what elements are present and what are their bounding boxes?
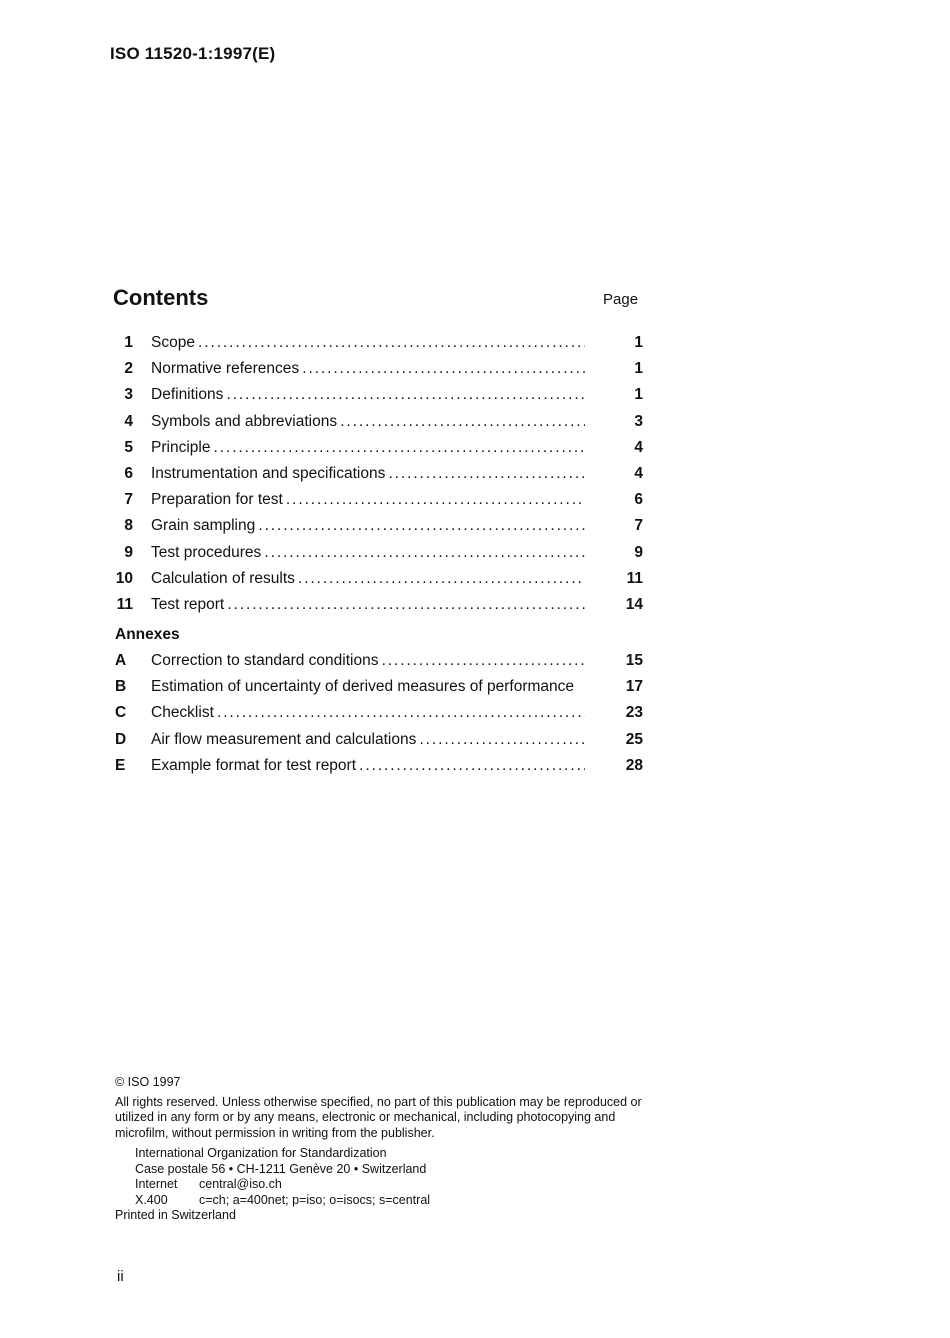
annex-entry-page: 25 — [625, 730, 643, 748]
toc-entry[interactable] — [113, 356, 643, 382]
toc-entry-page: 4 — [634, 464, 643, 482]
annex-entry[interactable] — [113, 700, 643, 726]
toc-entry-number: 7 — [124, 491, 133, 509]
toc-entry[interactable] — [113, 461, 643, 487]
copyright-line: © ISO 1997 — [115, 1075, 181, 1089]
publisher-postal: Case postale 56 • CH-1211 Genève 20 • Switzerland — [135, 1161, 427, 1176]
toc-entry[interactable] — [113, 592, 643, 618]
toc-entry-title: Grain sampling . . . — [151, 513, 585, 539]
x400-label: X.400 — [135, 1192, 168, 1207]
page-column-label: Page — [603, 291, 639, 308]
printed-location: Printed in Switzerland — [115, 1208, 236, 1222]
toc-entry-title: Test procedures . . . — [151, 540, 585, 566]
toc-entry[interactable] — [113, 566, 643, 592]
toc-entry-page: 1 — [634, 386, 643, 404]
annex-entry[interactable] — [113, 753, 643, 779]
toc-entry-title: Scope . . . — [151, 330, 585, 356]
toc-entry[interactable] — [113, 382, 643, 408]
annex-entry[interactable] — [113, 674, 643, 700]
table-of-contents — [113, 330, 643, 779]
toc-entry-number: 6 — [124, 464, 133, 482]
toc-entry-title: Instrumentation and specifications . . . — [151, 461, 585, 487]
contents-title: Contents — [113, 285, 209, 310]
internet-label: Internet — [135, 1177, 178, 1191]
annex-entry[interactable] — [113, 648, 643, 674]
toc-entry-title: Symbols and abbreviations . . . — [151, 409, 585, 435]
publisher-internet — [135, 1177, 655, 1193]
toc-entry-number: 10 — [115, 569, 133, 587]
toc-entry[interactable] — [113, 513, 643, 539]
toc-entry[interactable] — [113, 540, 643, 566]
rights-statement: All rights reserved. Unless otherwise specified, no part of this publication may be reproduced or utilized in any form or by any means, electronic or mechanical, including photocopying and microfilm, without permission in writing from the publisher. — [115, 1094, 642, 1140]
toc-entry-number: 2 — [124, 360, 133, 378]
toc-entry[interactable] — [113, 487, 643, 513]
toc-entry-number: 5 — [124, 438, 133, 456]
toc-entry-page: 1 — [634, 334, 643, 351]
internet-value[interactable]: central@iso.ch — [199, 1177, 282, 1191]
copyright-block — [115, 1075, 655, 1224]
annex-entry-letter: A — [115, 652, 127, 670]
publisher-x400 — [135, 1193, 655, 1209]
toc-entry-title: Preparation for test . . . — [151, 487, 585, 513]
annex-entry-title: Example format for test report . . . — [151, 753, 585, 779]
annex-entry-title: Air flow measurement and calculations . . . — [151, 727, 585, 753]
x400-value: c=ch; a=400net; p=iso; o=isocs; s=central — [199, 1192, 431, 1207]
annex-entry-page: 15 — [625, 652, 643, 670]
toc-entry-page: 7 — [634, 517, 643, 535]
toc-entry-page: 14 — [625, 595, 643, 613]
toc-entry-page: 3 — [634, 412, 643, 430]
toc-entry-title: Definitions . . . — [151, 382, 585, 408]
annex-entry-title: Checklist . . . — [151, 700, 585, 726]
toc-entry-number: 4 — [124, 412, 133, 430]
annex-entry-letter: D — [115, 730, 127, 748]
toc-entry-title: Principle . . . — [151, 435, 585, 461]
toc-entry-number: 8 — [124, 517, 133, 535]
document-code: ISO 11520-1:1997(E) — [110, 44, 276, 63]
toc-entry-page: 1 — [634, 360, 643, 378]
toc-entry-page: 9 — [634, 543, 643, 561]
toc-entry-title: Calculation of results . . . — [151, 566, 585, 592]
annex-entry-page: 28 — [625, 756, 643, 774]
toc-entry[interactable] — [113, 330, 643, 356]
toc-entry[interactable] — [113, 435, 643, 461]
page-number: ii — [117, 1268, 124, 1285]
annex-entry-title: Correction to standard conditions . . . — [151, 648, 585, 674]
annex-entry-letter: E — [115, 756, 126, 774]
publisher-address — [135, 1146, 655, 1208]
toc-entry-number: 1 — [124, 334, 133, 351]
annex-entry-page: 23 — [625, 704, 643, 722]
publisher-org: International Organization for Standardization — [135, 1146, 387, 1160]
annex-entry-title: Estimation of uncertainty of derived measures of performance — [151, 678, 575, 696]
toc-entry-title: Normative references . . . — [151, 356, 585, 382]
toc-entry-number: 9 — [124, 543, 133, 561]
toc-entry-title: Test report . . . — [151, 592, 585, 618]
annexes-heading: Annexes — [115, 626, 180, 644]
toc-entry[interactable] — [113, 409, 643, 435]
toc-entry-number: 3 — [124, 386, 133, 404]
annex-entry-page: 17 — [625, 678, 643, 696]
annex-entry-letter: B — [115, 678, 127, 696]
toc-entry-number: 11 — [116, 595, 133, 613]
toc-entry-page: 4 — [634, 438, 643, 456]
toc-entry-page: 6 — [634, 491, 643, 509]
annex-entry-letter: C — [115, 704, 127, 722]
toc-entry-page: 11 — [626, 569, 643, 587]
annex-entry[interactable] — [113, 727, 643, 753]
